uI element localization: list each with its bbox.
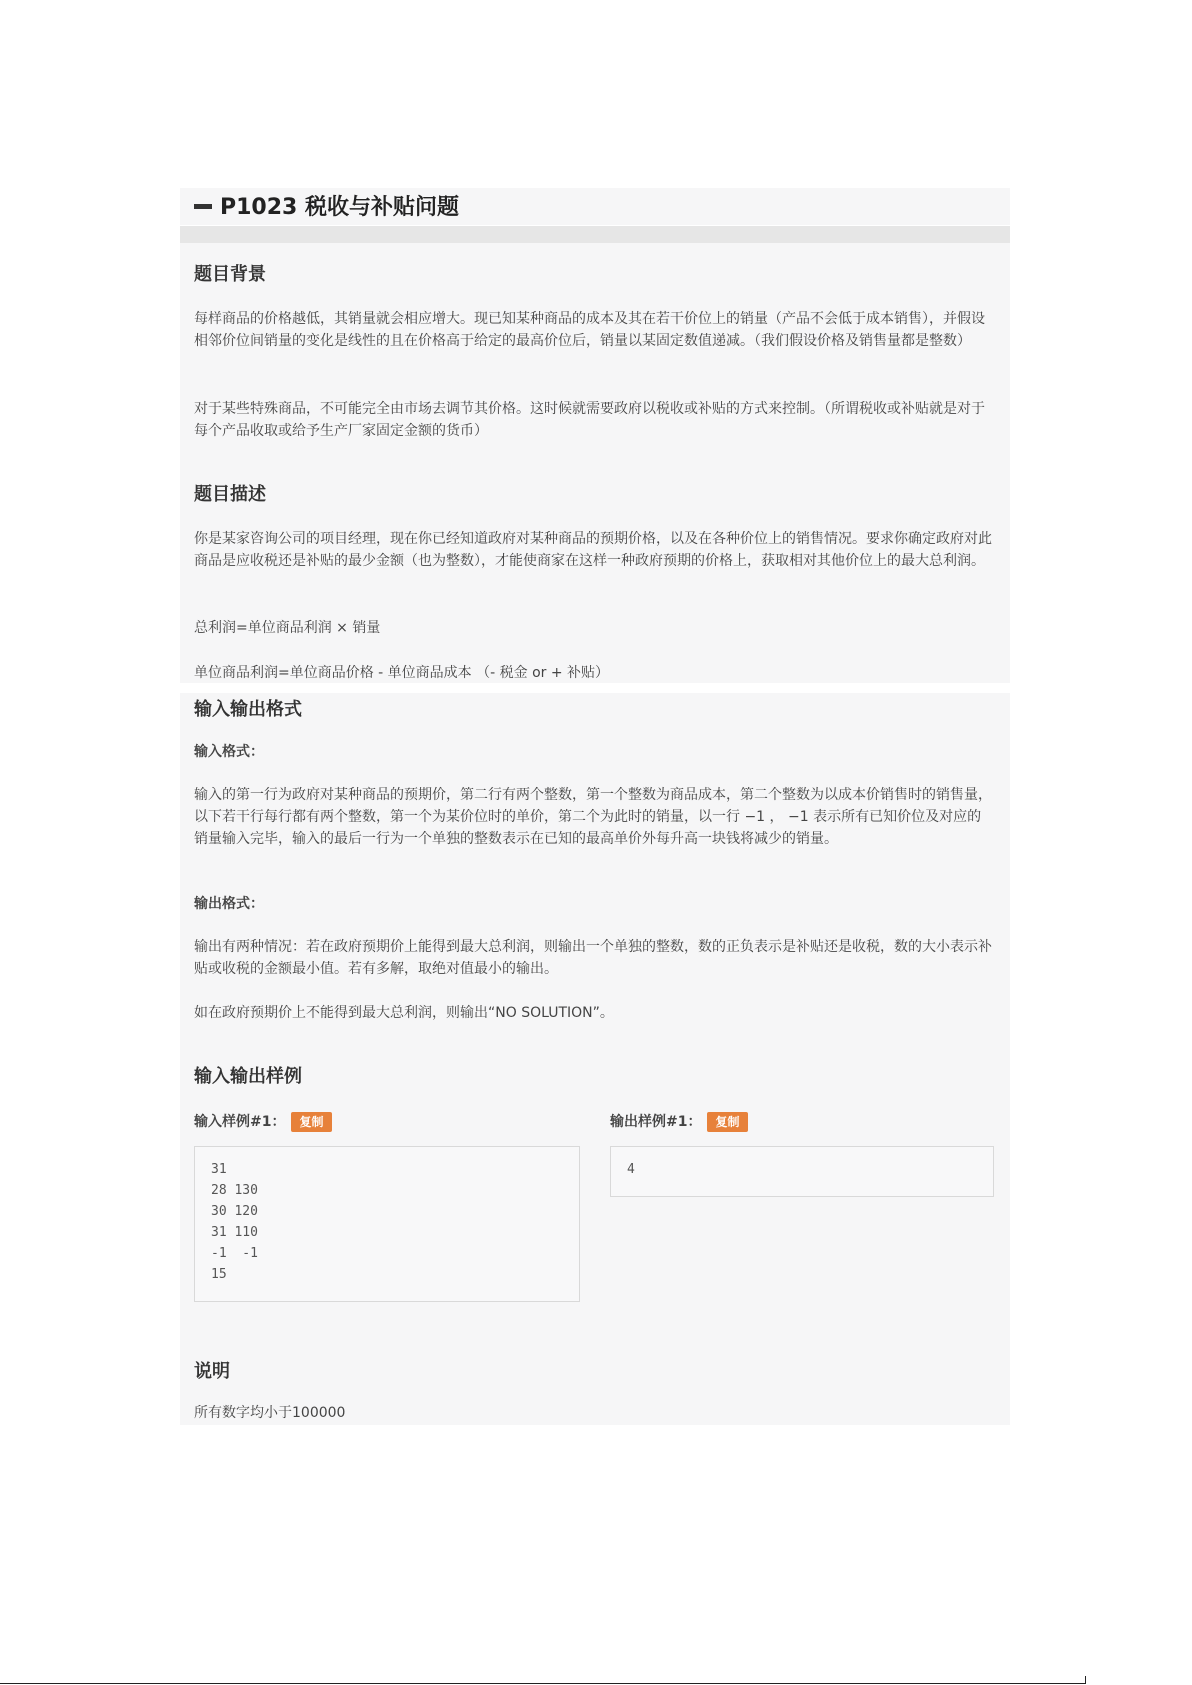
notes-text: 所有数字均小于100000 <box>194 1405 346 1421</box>
background-paragraph-1: 每样商品的价格越低，其销量就会相应增大。现已知某种商品的成本及其在若干价位上的销量（产品不会低于成本销售），并假设相邻价位间销量的变化是线性的且在价格高于给定的最高价位后，销量以某固定数值递减。（我们假设价格及销售量都是整数） <box>194 311 985 349</box>
footer-rule <box>0 1683 1085 1684</box>
input-sample-label-row <box>194 1111 332 1132</box>
output-format-text-2: 如在政府预期价上不能得到最大总利润，则输出“NO SOLUTION”。 <box>194 1005 614 1021</box>
background-heading: 题目背景 <box>194 264 266 285</box>
output-sample-label: 输出样例#1： <box>610 1114 702 1130</box>
copy-input-button[interactable]: 复制 <box>291 1112 331 1132</box>
output-format-label: 输出格式： <box>194 896 264 912</box>
input-format-label: 输入格式： <box>194 744 264 760</box>
background-paragraph-2: 对于某些特殊商品，不可能完全由市场去调节其价格。这时候就需要政府以税收或补贴的方式来控制。（所谓税收或补贴就是对于每个产品收取或给予生产厂家固定金额的货币） <box>194 401 985 439</box>
description-paragraph: 你是某家咨询公司的项目经理，现在你已经知道政府对某种商品的预期价格，以及在各种价位上的销售情况。要求你确定政府对此商品是应收税还是补贴的最少金额（也为整数），才能使商家在这样一种政府预期的价格上，获取相对其他价位上的最大总利润。 <box>194 531 992 569</box>
formula-total-profit: 总利润=单位商品利润 × 销量 <box>194 620 381 636</box>
copy-output-button[interactable]: 复制 <box>707 1112 747 1132</box>
footer-tick <box>1085 1676 1086 1684</box>
formula-unit-profit: 单位商品利润=单位商品价格 - 单位商品成本 （- 税金 or + 补贴） <box>194 665 610 681</box>
page-title <box>194 190 459 221</box>
problem-title: P1023 税收与补贴问题 <box>220 195 460 220</box>
notes-heading: 说明 <box>194 1361 230 1382</box>
collapse-dash-icon[interactable] <box>194 204 212 209</box>
io-format-heading: 输入输出格式 <box>194 699 302 720</box>
output-format-text-1: 输出有两种情况：若在政府预期价上能得到最大总利润，则输出一个单独的整数，数的正负表示是补贴还是收税，数的大小表示补贴或收税的金额最小值。若有多解，取绝对值最小的输出。 <box>194 939 992 977</box>
input-format-text: 输入的第一行为政府对某种商品的预期价，第二行有两个整数，第一个整数为商品成本，第二个整数为以成本价销售时的销售量，以下若干行每行都有两个整数，第一个为某价位时的单价，第二个为此时的销量，以一行 −1 ， −1 表示所有已知价位及对应的销量输入完毕，输入的最后一行为一个单独的整数表示在已知的最高单价外每升高一块钱将减少的销量。 <box>194 787 992 847</box>
output-sample-label-row <box>610 1111 748 1132</box>
output-sample-box[interactable]: 4 <box>610 1146 994 1197</box>
description-heading: 题目描述 <box>194 484 266 505</box>
input-sample-label: 输入样例#1： <box>194 1114 286 1130</box>
title-divider <box>180 226 1010 243</box>
input-sample-box[interactable]: 31 28 130 30 120 31 110 -1 -1 15 <box>194 1146 580 1302</box>
samples-heading: 输入输出样例 <box>194 1066 302 1087</box>
